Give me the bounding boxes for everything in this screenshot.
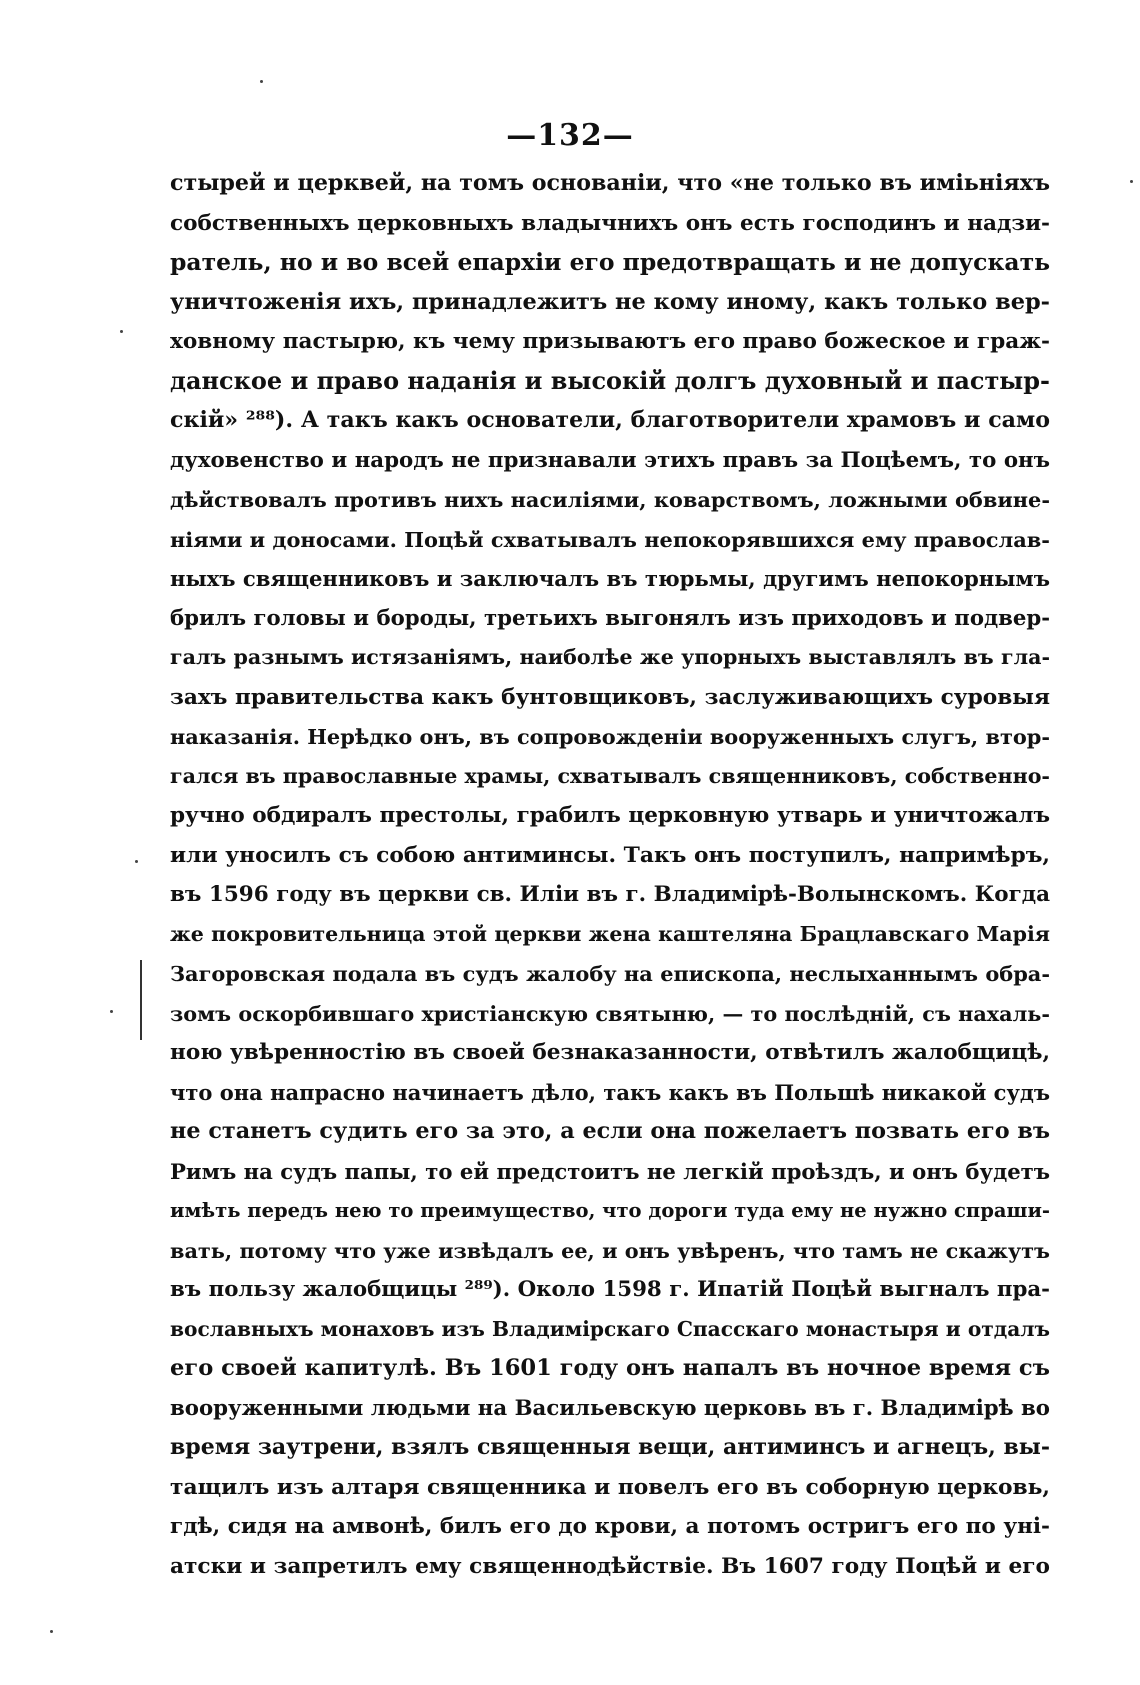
- text-line: ратель, но и во всей епархіи его предотвращать и не допускать: [170, 248, 1050, 276]
- text-line: въ пользу жалобщицы ²⁸⁹). Около 1598 г. Ипатій Поцѣй выгналъ пра-: [170, 1277, 1050, 1302]
- text-line: же покровительница этой церкви жена каштеляна Брацлавскаго Марія: [170, 921, 1050, 946]
- text-line: вославныхъ монаховъ изъ Владимірскаго Спасскаго монастыря и отдалъ: [170, 1316, 1050, 1341]
- text-line: наказанія. Нерѣдко онъ, въ сопровожденіи вооруженныхъ слугъ, втор-: [170, 724, 1050, 749]
- text-line: его своей капитулѣ. Въ 1601 году онъ напалъ въ ночное время съ: [170, 1355, 1050, 1381]
- text-line: не станетъ судить его за это, а если она пожелаетъ позвать его въ: [170, 1118, 1050, 1144]
- body-text: [170, 164, 1050, 1586]
- text-line: дѣйствовалъ противъ нихъ насиліями, коварствомъ, ложными обвине-: [170, 487, 1050, 512]
- text-line: собственныхъ церковныхъ владычнихъ онъ есть господинъ и надзи-: [170, 210, 1050, 236]
- text-line: имѣть передъ нею то преимущество, что дороги туда ему не нужно спраши-: [170, 1199, 1051, 1222]
- text-line: зомъ оскорбившаго христіанскую святыню, — то послѣдній, съ нахаль-: [170, 1000, 1050, 1026]
- text-line: время заутрени, взялъ священныя вещи, антиминсъ и агнецъ, вы-: [170, 1434, 1050, 1460]
- text-line: брилъ головы и бороды, третьихъ выгонялъ изъ приходовъ и подвер-: [170, 605, 1050, 631]
- scan-speck: [1130, 180, 1133, 183]
- scan-speck: [260, 80, 263, 83]
- text-line: галъ разнымъ истязаніямъ, наиболѣе же упорныхъ выставлялъ въ гла-: [170, 645, 1050, 669]
- text-line: уничтоженія ихъ, принадлежитъ не кому иному, какъ только вер-: [170, 288, 1050, 315]
- text-line: скій» ²⁸⁸). А такъ какъ основатели, благотворители храмовъ и само: [170, 407, 1050, 433]
- text-line: гался въ православные храмы, схватывалъ священниковъ, собственно-: [170, 763, 1050, 788]
- text-line: стырей и церквей, на томъ основаніи, что «не только въ иміьніяхъ: [170, 170, 1050, 196]
- text-line: духовенство и народъ не признавали этихъ правъ за Поцѣемъ, то онъ: [170, 447, 1050, 473]
- scan-speck: [120, 330, 123, 333]
- text-line: ною увѣренностію въ своей безнаказанности, отвѣтилъ жалобщицѣ,: [170, 1040, 1050, 1065]
- text-line: ніями и доносами. Поцѣй схватывалъ непокорявшихся ему православ-: [170, 526, 1050, 552]
- text-line: гдѣ, сидя на амвонѣ, билъ его до крови, а потомъ остригъ его по уні-: [170, 1514, 1050, 1539]
- text-line: данское и право наданія и высокій долгъ духовный и пастыр-: [170, 366, 1050, 395]
- text-line: ручно обдиралъ престолы, грабилъ церковную утварь и уничтожалъ: [170, 803, 1050, 828]
- scan-speck: [110, 1010, 113, 1013]
- text-line: или уносилъ съ собою антиминсы. Такъ онъ поступилъ, напримѣръ,: [170, 842, 1050, 868]
- text-line: что она напрасно начинаетъ дѣло, такъ какъ въ Польшѣ никакой судъ: [170, 1079, 1050, 1105]
- scan-speck: [50, 1630, 53, 1633]
- text-line: вооруженными людьми на Васильевскую церковь въ г. Владимірѣ во: [170, 1395, 1050, 1421]
- text-line: ховному пастырю, къ чему призываютъ его право божеское и граж-: [170, 329, 1050, 354]
- text-line: захъ правительства какъ бунтовщиковъ, заслуживающихъ суровыя: [170, 684, 1050, 710]
- page-number: —132—: [506, 118, 634, 153]
- text-line: вать, потому что уже извѣдалъ ее, и онъ увѣренъ, что тамъ не скажутъ: [170, 1237, 1050, 1263]
- text-line: Загоровская подала въ судъ жалобу на епископа, неслыханнымъ обра-: [170, 961, 1050, 986]
- text-line: тащилъ изъ алтаря священника и повелъ его въ соборную церковь,: [170, 1474, 1050, 1500]
- text-line: атски и запретилъ ему священнодѣйствіе. Въ 1607 году Поцѣй и его: [170, 1553, 1050, 1579]
- scan-speck: [135, 860, 138, 863]
- text-line: Римъ на судъ папы, то ей предстоитъ не легкій проѣздъ, и онъ будетъ: [170, 1158, 1050, 1184]
- text-line: ныхъ священниковъ и заключалъ въ тюрьмы, другимъ непокорнымъ: [170, 566, 1050, 591]
- text-line: въ 1596 году въ церкви св. Иліи въ г. Владимірѣ-Волынскомъ. Когда: [170, 882, 1050, 907]
- scan-margin-mark: [140, 960, 142, 1040]
